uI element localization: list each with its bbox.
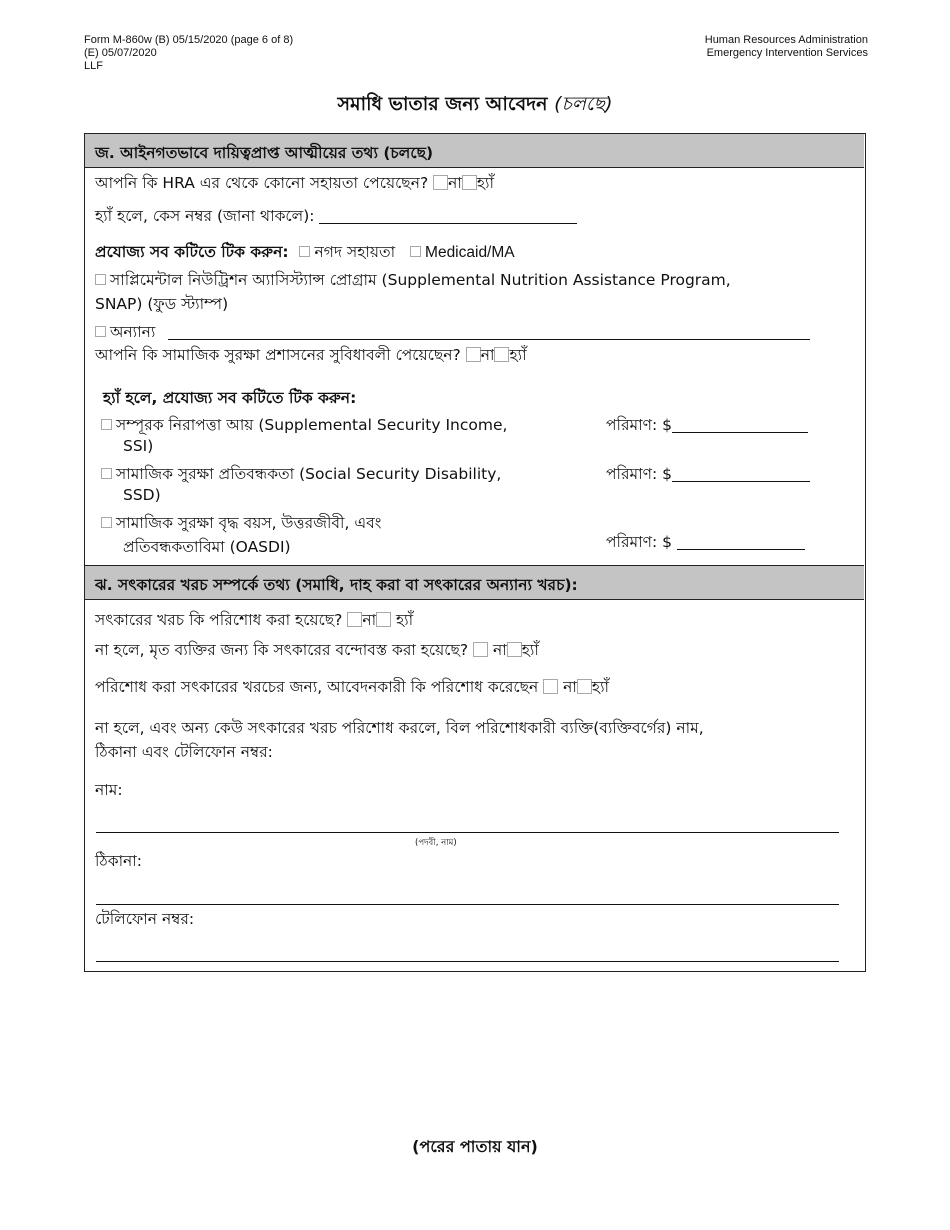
snap-label-1: সাপ্লিমেন্টাল নিউট্রিশন অ্যাসিস্ট্যান্স প্রোগ্রাম (Supplemental Nutrition Assistance Program, xyxy=(110,271,731,289)
snap-label-2: SNAP) (ফুড স্ট্যাম্প) xyxy=(95,295,229,313)
phone-label: টেলিফোন নম্বর: xyxy=(95,910,195,928)
oasdi-label-1: সামাজিক সুরক্ষা বৃদ্ধ বয়স, উত্তরজীবী, এবং xyxy=(116,514,382,532)
form-box xyxy=(84,133,866,972)
ssa-yes-checkbox[interactable] xyxy=(494,347,509,362)
division-name: Emergency Intervention Services xyxy=(706,47,868,59)
form-header-right xyxy=(705,34,868,60)
next-page-note: (পরের পাতায় যান) xyxy=(412,1137,538,1156)
applicant-paid-row xyxy=(95,675,609,701)
hra-question-row xyxy=(95,171,494,197)
hra-no-checkbox[interactable] xyxy=(433,175,448,190)
oasdi-checkbox[interactable] xyxy=(101,517,112,528)
ssi-row xyxy=(101,413,507,439)
oasdi-amount-label: পরিমাণ: $ xyxy=(606,533,672,551)
check-all-row xyxy=(95,240,515,266)
ssd-label-1: সামাজিক সুরক্ষা প্রতিবন্ধকতা (Social Security Disability, xyxy=(116,465,502,483)
form-id: Form M-860w (B) 05/15/2020 (page 6 of 8) xyxy=(84,34,294,46)
paid-yes-label: হ্যাঁ xyxy=(396,611,414,629)
ssi-label-1: সম্পূরক নিরাপত্তা আয় (Supplemental Security Income, xyxy=(116,416,508,434)
form-code: LLF xyxy=(84,60,103,72)
other-label: অন্যান্য xyxy=(110,323,156,341)
cash-assistance-label: নগদ সহায়তা xyxy=(314,243,396,261)
title-main: সমাধি ভাতার জন্য আবেদন xyxy=(337,93,548,115)
snap-row xyxy=(95,268,731,294)
ssi-amount-label: পরিমাণ: $ xyxy=(606,416,672,434)
ssd-label-2: SSD) xyxy=(123,486,161,504)
hra-question: আপনি কি HRA এর থেকে কোনো সহায়তা পেয়েছেন? xyxy=(95,174,429,192)
name-field[interactable] xyxy=(96,832,839,833)
case-number-row xyxy=(95,204,577,230)
applicant-paid-no-checkbox[interactable] xyxy=(543,679,558,694)
oasdi-amount xyxy=(606,530,805,556)
address-label: ঠিকানা: xyxy=(95,852,143,870)
other-checkbox[interactable] xyxy=(95,326,106,337)
name-hint: (পদবী, নাম) xyxy=(415,838,457,848)
ssd-row xyxy=(101,462,501,488)
form-header-left xyxy=(84,34,293,73)
paid-question: সৎকারের খরচ কি পরিশোধ করা হয়েছে? xyxy=(95,611,343,629)
page-title xyxy=(0,90,950,122)
ssd-amount xyxy=(606,462,810,488)
form-edition: (E) 05/07/2020 xyxy=(84,47,157,59)
other-field[interactable] xyxy=(168,339,810,340)
section-j-heading: জ. আইনগতভাবে দায়িত্বপ্রাপ্ত আত্মীয়ের তথ্য (চলছে) xyxy=(85,134,864,168)
hra-no-label: না xyxy=(448,174,462,192)
ssd-amount-label: পরিমাণ: $ xyxy=(606,465,672,483)
oasdi-row xyxy=(101,511,381,537)
arranged-no-label: না xyxy=(493,641,507,659)
case-number-field[interactable] xyxy=(319,223,577,224)
ssa-no-checkbox[interactable] xyxy=(466,347,481,362)
ssa-yes-label: হ্যাঁ xyxy=(509,346,527,364)
arranged-yes-label: হ্যাঁ xyxy=(521,641,539,659)
paid-question-row xyxy=(95,608,413,634)
ssd-checkbox[interactable] xyxy=(101,468,112,479)
applicant-paid-question: পরিশোধ করা সৎকারের খরচের জন্য, আবেদনকারী কি পরিশোধ করেছেন xyxy=(95,678,539,696)
ssa-no-label: না xyxy=(480,346,495,364)
arranged-yes-checkbox[interactable] xyxy=(507,642,522,657)
ssd-amount-field[interactable] xyxy=(672,481,810,482)
ssi-amount-field[interactable] xyxy=(672,432,808,433)
check-all-label: প্রযোজ্য সব কটিতে টিক করুন: xyxy=(95,243,289,261)
phone-field[interactable] xyxy=(96,961,839,962)
arranged-question-row xyxy=(95,638,539,664)
paid-no-label: না xyxy=(362,611,377,629)
oasdi-amount-field[interactable] xyxy=(677,549,805,550)
ssi-label-2: SSI) xyxy=(123,437,154,455)
paid-yes-checkbox[interactable] xyxy=(376,612,391,627)
medicaid-label: Medicaid/MA xyxy=(425,244,515,261)
section-k-heading: ঝ. সৎকারের খরচ সম্পর্কে তথ্য (সমাধি, দাহ করা বা সৎকারের অন্যান্য খরচ): xyxy=(85,565,864,600)
cash-assistance-checkbox[interactable] xyxy=(299,246,310,257)
hra-yes-checkbox[interactable] xyxy=(462,175,477,190)
hra-yes-label: হ্যাঁ xyxy=(476,174,495,192)
ssa-question: আপনি কি সামাজিক সুরক্ষা প্রশাসনের সুবিধাবলী পেয়েছেন? xyxy=(95,346,461,364)
applicant-paid-yes-checkbox[interactable] xyxy=(577,679,592,694)
ssi-checkbox[interactable] xyxy=(101,419,112,430)
title-continued: (চলছে) xyxy=(554,93,613,115)
agency-name: Human Resources Administration xyxy=(704,34,868,46)
oasdi-label-2: প্রতিবন্ধকতাবিমা (OASDI) xyxy=(123,538,291,556)
snap-row-2 xyxy=(95,292,228,318)
snap-checkbox[interactable] xyxy=(95,274,106,285)
case-number-label: হ্যাঁ হলে, কেস নম্বর (জানা থাকলে): xyxy=(95,207,315,225)
name-label: নাম: xyxy=(95,781,123,799)
arranged-question: না হলে, মৃত ব্যক্তির জন্য কি সৎকারের বন্দোবস্ত করা হয়েছে? xyxy=(95,641,469,659)
if-yes-check-label: হ্যাঁ হলে, প্রযোজ্য সব কটিতে টিক করুন: xyxy=(103,389,357,407)
arranged-no-checkbox[interactable] xyxy=(473,642,488,657)
address-field[interactable] xyxy=(96,904,839,905)
applicant-paid-no-label: না xyxy=(563,678,577,696)
other-payer-line-2: ঠিকানা এবং টেলিফোন নম্বর: xyxy=(95,743,273,761)
ssi-amount xyxy=(606,413,808,439)
paid-no-checkbox[interactable] xyxy=(347,612,362,627)
ssa-question-row xyxy=(95,343,527,369)
applicant-paid-yes-label: হ্যাঁ xyxy=(591,678,610,696)
medicaid-checkbox[interactable] xyxy=(410,246,421,257)
other-payer-line-1: না হলে, এবং অন্য কেউ সৎকারের খরচ পরিশোধ করলে, বিল পরিশোধকারী ব্যক্তি(ব্যক্তিবর্গের) নাম, xyxy=(95,719,704,737)
